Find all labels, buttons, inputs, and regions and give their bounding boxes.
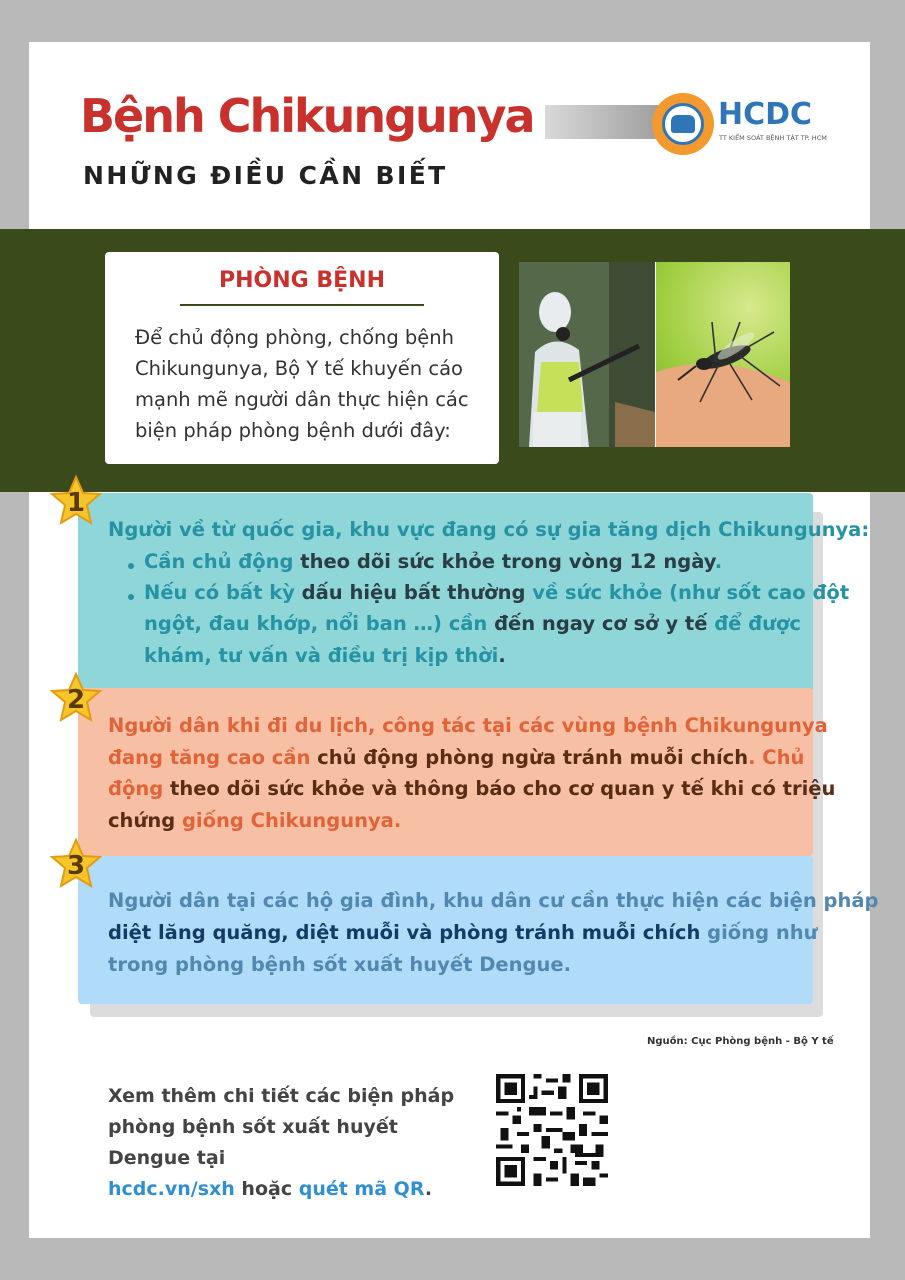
- mosquito-photo: [656, 262, 790, 447]
- poster-title: Bệnh Chikungunya: [80, 89, 534, 143]
- qr-label: quét mã QR: [298, 1178, 425, 1200]
- source-credit: Nguồn: Cục Phòng bệnh - Bộ Y tế: [647, 1036, 834, 1047]
- section-3-line-3: trong phòng bệnh sốt xuất huyết Dengue.: [108, 953, 571, 976]
- footer-line-2: phòng bệnh sốt xuất huyết Dengue tại: [108, 1116, 398, 1169]
- intro-line: Chikungunya, Bộ Y tế khuyến cáo: [135, 357, 463, 380]
- photo-pair: [519, 262, 790, 447]
- section-1-number: 1: [66, 488, 86, 518]
- qr-code-icon[interactable]: [492, 1070, 612, 1190]
- footer-text: [108, 1081, 468, 1205]
- section-2-line-2: đang tăng cao cần chủ động phòng ngừa tránh muỗi chích. Chủ: [108, 746, 805, 769]
- intro-line: biện pháp phòng bệnh dưới đây:: [135, 419, 451, 442]
- logo-text: HCDC: [718, 97, 813, 132]
- section-1-lead: Người về từ quốc gia, khu vực đang có sự gia tăng dịch Chikungunya:: [108, 518, 870, 541]
- intro-divider: [180, 304, 424, 306]
- section-1-bullet-1: Cần chủ động theo dõi sức khỏe trong vòng 12 ngày.: [144, 550, 723, 573]
- intro-title: PHÒNG BỆNH: [219, 268, 385, 293]
- title-decoration-bar: [545, 105, 665, 139]
- logo-subtext: TT KIỂM SOÁT BỆNH TẬT TP. HCM: [719, 134, 827, 142]
- section-2-line-1: Người dân khi đi du lịch, công tác tại các vùng bệnh Chikungunya: [108, 714, 828, 737]
- section-1-bullet-2-line-2: ngột, đau khớp, nổi ban …) cần đến ngay cơ sở y tế để được: [144, 612, 801, 635]
- section-2-line-3: động theo dõi sức khỏe và thông báo cho cơ quan y tế khi có triệu: [108, 777, 836, 800]
- hcdc-emblem-icon: [652, 93, 714, 155]
- bullet-dot: [128, 594, 134, 600]
- bullet-dot: [128, 563, 134, 569]
- section-3-line-1: Người dân tại các hộ gia đình, khu dân cư cần thực hiện các biện pháp: [108, 889, 879, 912]
- section-2-number: 2: [66, 685, 86, 715]
- intro-card: [105, 252, 499, 464]
- poster-subtitle: NHỮNG ĐIỀU CẦN BIẾT: [83, 161, 448, 190]
- section-2-line-4: chứng giống Chikungunya.: [108, 809, 402, 832]
- section-1-bullet-2-line-1: Nếu có bất kỳ dấu hiệu bất thường về sức khỏe (như sốt cao đột: [144, 581, 850, 604]
- footer-link[interactable]: hcdc.vn/sxh: [108, 1178, 235, 1200]
- intro-text: [135, 322, 480, 446]
- footer-line-3: hcdc.vn/sxh hoặc quét mã QR.: [108, 1178, 433, 1200]
- intro-line: Để chủ động phòng, chống bệnh: [135, 326, 455, 349]
- section-1-bullet-2-line-3: khám, tư vấn và điều trị kịp thời.: [144, 644, 506, 667]
- section-3-line-2: diệt lăng quăng, diệt muỗi và phòng tránh muỗi chích giống như: [108, 921, 818, 944]
- fogging-worker-photo: [519, 262, 655, 447]
- footer-line-1: Xem thêm chi tiết các biện pháp: [108, 1085, 455, 1107]
- intro-line: mạnh mẽ người dân thực hiện các: [135, 388, 469, 411]
- section-3-number: 3: [66, 851, 86, 881]
